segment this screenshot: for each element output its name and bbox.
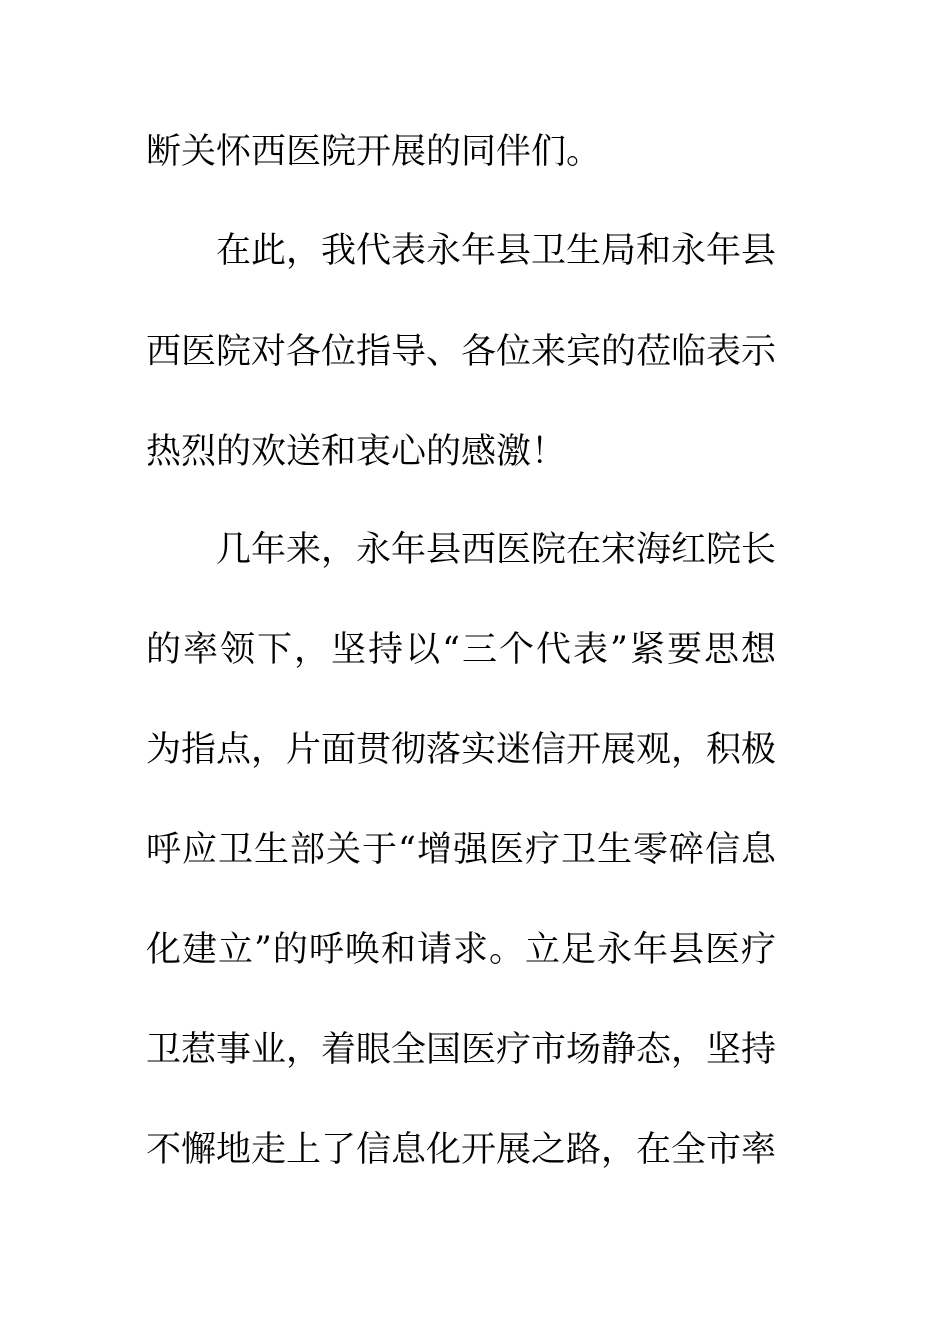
paragraph-3-line-2: 的率领下，坚持以“三个代表”紧要思想 (146, 630, 776, 670)
paragraph-2-line-2: 西医院对各位指导、各位来宾的莅临表示 (146, 332, 777, 372)
text-line-1: 断关怀西医院开展的同伴们。 (146, 132, 602, 172)
paragraph-3-line-1: 几年来，永年县西医院在宋海红院长 (216, 530, 777, 570)
paragraph-3-line-3: 为指点，片面贯彻落实迷信开展观，积极 (146, 730, 777, 770)
paragraph-2-line-1: 在此，我代表永年县卫生局和永年县 (216, 231, 777, 271)
paragraph-2-line-3: 热烈的欢送和衷心的感激！ (146, 432, 567, 472)
paragraph-3-line-5: 化建立”的呼唤和请求。立足永年县医疗 (146, 930, 776, 970)
paragraph-3-line-7: 不懈地走上了信息化开展之路，在全市率 (146, 1130, 777, 1170)
paragraph-3-line-4: 呼应卫生部关于“增强医疗卫生零碎信息 (146, 830, 776, 870)
paragraph-3-line-6: 卫惹事业，着眼全国医疗市场静态，坚持 (146, 1030, 777, 1070)
